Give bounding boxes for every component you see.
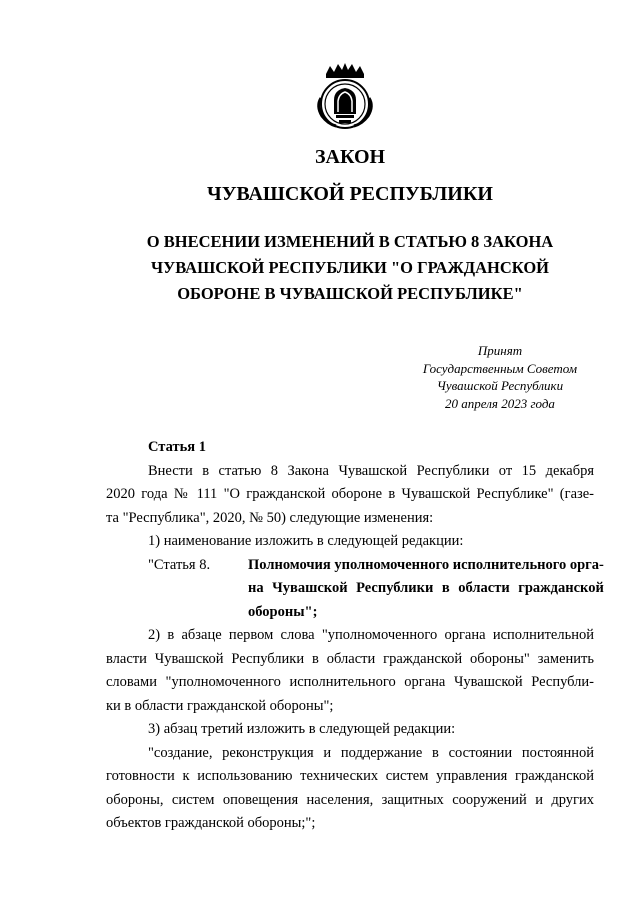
list-item-3: 3) абзац третий изложить в следующей редакции: — [148, 721, 456, 737]
article-heading: Статья 1 — [148, 439, 206, 455]
quote-line: объектов гражданской обороны;"; — [106, 815, 316, 831]
list-item-1: 1) наименование изложить в следующей редакции: — [148, 533, 464, 549]
list-item-2-line: словами "уполномоченного исполнительного органа Чувашской Республи- — [106, 674, 594, 690]
article-8-title-text — [248, 554, 604, 625]
adoption-date: 20 апреля 2023 года — [445, 395, 555, 411]
list-item-2-line: 2) в абзаце первом слова "уполномоченного органа исполнительной — [148, 627, 594, 643]
law-subtitle — [0, 229, 640, 307]
article-1-body — [106, 436, 604, 836]
adoption-line: Чувашской Республики — [436, 378, 564, 393]
article-8-title-line: Полномочия уполномоченного исполнительного орга- — [248, 556, 604, 573]
quote-line: готовности к использованию технических систем управления гражданской — [106, 768, 594, 784]
subtitle-line: ОБОРОНЕ В ЧУВАШСКОЙ РЕСПУБЛИКЕ" — [177, 284, 523, 303]
adoption-note — [400, 342, 600, 412]
paragraph-line: Внести в статью 8 Закона Чувашской Республики от 15 декабря — [148, 462, 594, 479]
chuvashia-emblem-icon — [312, 60, 378, 132]
article-8-title-line: обороны"; — [248, 603, 318, 620]
article-8-label: "Статья 8. — [148, 556, 211, 573]
article-8-title-line: на Чувашской Республики в области гражданской — [248, 580, 604, 596]
list-item-2-line: ки в области гражданской обороны"; — [106, 697, 334, 714]
quote-line: обороны, систем оповещения населения, защитных сооружений и других — [106, 791, 594, 808]
quote-line: "создание, реконструкция и поддержание в состоянии постоянной — [148, 744, 594, 761]
list-item-2-line: власти Чувашской Республики в области гражданской обороны" заменить — [106, 650, 594, 667]
article-8-new-title — [106, 554, 604, 625]
adoption-line: Государственным Советом — [422, 360, 578, 376]
law-title: ЗАКОН — [314, 146, 386, 168]
subtitle-line: ЧУВАШСКОЙ РЕСПУБЛИКИ "О ГРАЖДАНСКОЙ — [150, 258, 550, 277]
subtitle-line: О ВНЕСЕНИИ ИЗМЕНЕНИЙ В СТАТЬЮ 8 ЗАКОНА — [146, 232, 554, 251]
paragraph-line: 2020 года № 111 "О гражданской обороне в Чувашской Республике" (газе- — [106, 486, 594, 502]
law-republic-title: ЧУВАШСКОЙ РЕСПУБЛИКИ — [207, 183, 493, 205]
paragraph-line: та "Республика", 2020, № 50) следующие изменения: — [106, 509, 434, 526]
adoption-line: Принят — [477, 343, 523, 358]
